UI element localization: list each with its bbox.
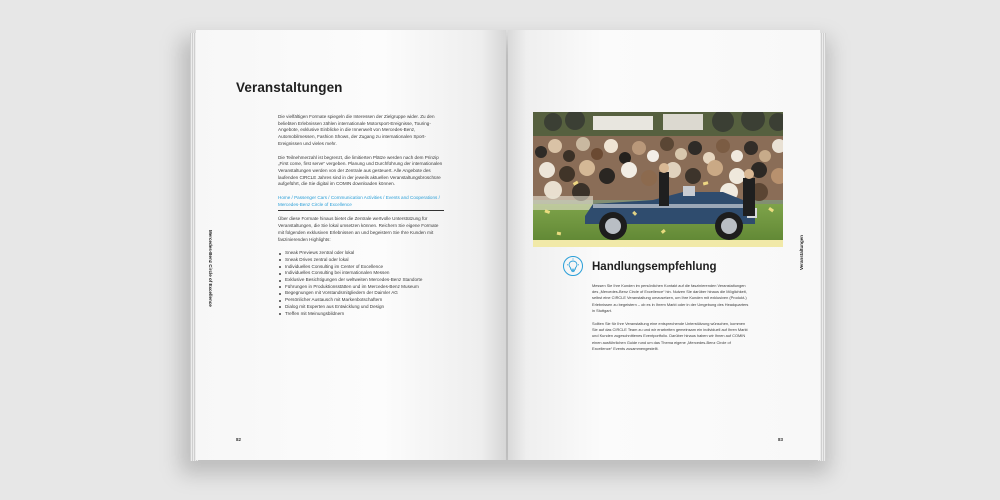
event-photo-illustration bbox=[533, 112, 783, 247]
list-item: Dialog mit Experten aus Entwicklung und Design bbox=[278, 304, 444, 311]
list-item: Führungen in Produktionsstätten und im Mercedes-Benz Museum bbox=[278, 284, 444, 291]
list-item: Individuelles Consulting bei internationalen Messen bbox=[278, 270, 444, 277]
divider bbox=[278, 210, 444, 211]
page-number: 82 bbox=[236, 437, 242, 442]
paragraph: Sollten Sie für Ihre Veranstaltung eine entsprechende Unterstützung wünschen, kommen Sie auf das CIRCLE Team zu und wir erarbeiten gemeinsam ein individuell auf Ihren Markt und Kunden zugeschnittenes Eventportfolio. Darüber hinaus haben wir Ihnen auf COMIN einen ausführlichen Guide rund um das Thema eigene „Mercedes-Benz Circle of Excellence“ Events zusammengestellt. bbox=[592, 321, 748, 351]
list-item: Sneak Previews zentral oder lokal bbox=[278, 250, 444, 257]
event-photo bbox=[533, 112, 783, 247]
page-number: 83 bbox=[778, 437, 784, 442]
navigation-path-link[interactable]: Home / Passenger Cars / Communication Activities / Events and Cooperations / Mercedes-Benz Circle of Excellence bbox=[278, 195, 440, 207]
list-item: Exklusive Besichtigungen der weltweiten Mercedes-Benz Standorte bbox=[278, 277, 444, 284]
intro-paragraph: Über diese Formate hinaus bietet die Zentrale wertvolle Unterstützung für Veranstaltungen, die Sie lokal umsetzen können. Reichern Sie eigene Formate mit folgenden exklusiven Erlebnissen an und begeistern Sie Ihre Kunden mit faszinierenden Highlights: bbox=[278, 216, 439, 242]
right-side-label: Veranstaltungen bbox=[799, 234, 804, 270]
lightbulb-icon bbox=[563, 256, 583, 276]
left-side-label: Mercedes-Benz Circle of Excellence bbox=[208, 230, 213, 307]
right-page bbox=[508, 30, 820, 460]
left-page bbox=[196, 30, 506, 460]
list-item: Individuelles Consulting im Center of Excellence bbox=[278, 264, 444, 271]
list-item: Sneak Drives zentral oder lokal bbox=[278, 257, 444, 264]
paragraph: Messen Sie Ihre Kunden im persönlichen Kontakt auf die faszinierenden Veranstaltungen des „Mercedes-Benz Circle of Excellence“ hin. Nutzen Sie darüber hinaus die Möglichkeit, selbst eine CIRCLE Veranstaltung umzusetzen, um Ihre Kunden mit exklusiven (Produkt-) Erlebnissen zu begeistern – ob es in Ihrem Markt oder in der Umgebung des Headquarters in Stuttgart. bbox=[592, 283, 749, 313]
recommendation-title: Handlungsempfehlung bbox=[592, 261, 717, 273]
page-title: Veranstaltungen bbox=[236, 80, 343, 95]
recommendation-text bbox=[592, 283, 750, 359]
list-item: Begegnungen mit Vorstandsmitgliedern der Daimler AG bbox=[278, 290, 444, 297]
list-item: Persönlicher Austausch mit Markenbotschaftern bbox=[278, 297, 444, 304]
paragraph: Die Teilnehmerzahl ist begrenzt, die limitierten Plätze werden nach dem Prinzip „First come, first serve“ vergeben. Planung und Durchführung der internationalen Veranstaltungen werden von der Zentrale aus gesteuert. Alle Angebote des laufenden CIRCLE Jahres sind in der jeweils aktuellen Veranstaltungsbroschüre aufgeführt, die Sie digital im COMIN downloaden können. bbox=[278, 154, 443, 187]
highlights-list bbox=[278, 250, 444, 317]
paragraph: Die vielfältigen Formate spiegeln die Interessen der Zielgruppe wider. Zu den beliebten Erlebnissen zählen internationale Motorsport-Ereignisse, Touring-Angebote, exklusive Einblicke in die Innenwelt von Mercedes-Benz, Automobilmessen, Fashion Shows, der Zugang zu internationalen Sport-Ereignissen und vieles mehr. bbox=[278, 114, 435, 146]
list-item: Treffen mit Meinungsbildnern bbox=[278, 311, 444, 318]
left-text-column bbox=[278, 114, 444, 317]
